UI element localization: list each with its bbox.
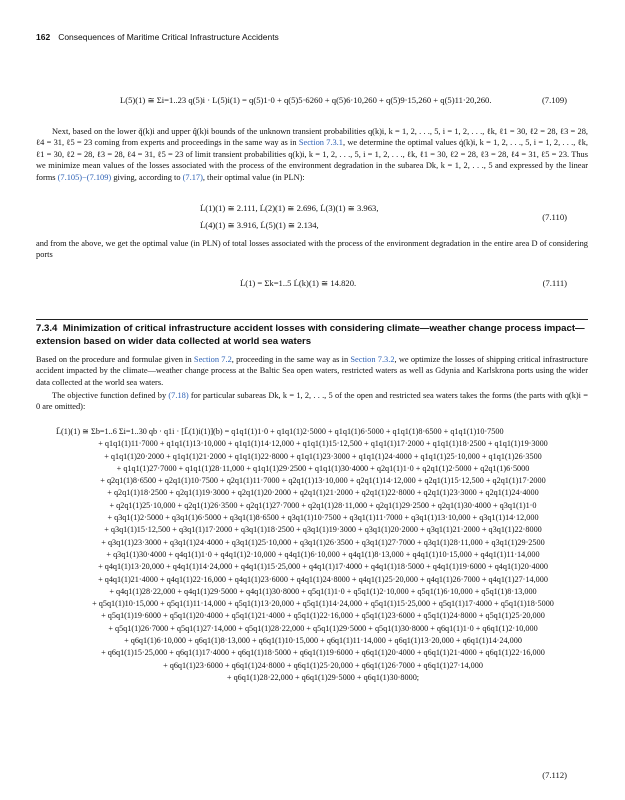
section-title: Minimization of critical infrastructure accident losses with considering climate—weather change process impact—extension based on wider data collected at world sea waters [36, 323, 585, 347]
equation-number-7-110: (7.110) [542, 212, 567, 222]
running-title: Consequences of Maritime Critical Infrastructure Accidents [58, 32, 279, 42]
link-section-7-3-1[interactable]: Section 7.3.1 [298, 138, 343, 148]
equation-7-112-line: + q2q1(1)18·2500 + q2q1(1)19·3000 + q2q1(1)20·2000 + q2q1(1)21·2000 + q2q1(1)22·8000 + q2q1(1)23·3000 + q2q1(1)24·4000 [107, 488, 539, 498]
equation-7-112 [56, 426, 590, 684]
equation-7-110-row1: L̇(1)(1) ≅ 2.111, L̇(2)(1) ≅ 2.696, L̇(3)(1) ≅ 3.963, [200, 203, 379, 213]
equation-7-112-line: + q3q1(1)23·3000 + q3q1(1)24·4000 + q3q1(1)25·10,000 + q3q1(1)26·3500 + q3q1(1)27·7000 + q3q1(1)28·11,000 + q3q1(1)29·2500 [101, 537, 545, 547]
equation-7-112-line: + q6q1(1)6·10,000 + q6q1(1)8·13,000 + q6q1(1)10·15,000 + q6q1(1)11·14,000 + q6q1(1)13·20,000 + q6q1(1)14·24,000 [124, 636, 522, 646]
section-number: 7.3.4 [36, 323, 58, 334]
section-heading [36, 323, 588, 348]
equation-7-109: L(5)(1) ≅ Σi=1..23 q(5)i · L(5)i(1) = q(5)1·0 + q(5)5·6260 + q(5)6·10,260 + q(5)9·15,260 + q(5)11·20,260. [120, 95, 492, 105]
equation-7-112-line: L̄(1)(1) ≅ Σb=1..6 Σi=1..30 qb · q1i · [L̄(1)i(1)](b) = q1q1(1)1·0 + q1q1(1)2·5000 + q1q1(1)6·5000 + q1q1(1)8·6500 + q1q1(1)10·7500 [56, 427, 504, 436]
equation-7-112-line: + q1q1(1)27·7000 + q1q1(1)28·11,000 + q1q1(1)29·2500 + q1q1(1)30·4000 + q2q1(1)1·0 + q2q1(1)2·5000 + q2q1(1)6·5000 [116, 463, 530, 473]
equation-7-112-line: + q3q1(1)15·12,500 + q3q1(1)17·2000 + q3q1(1)18·2500 + q3q1(1)19·3000 + q3q1(1)20·2000 + q3q1(1)21·2000 + q3q1(1)22·8000 [104, 525, 542, 535]
link-eq-7-105-7-109[interactable]: (7.105)−(7.109) [57, 172, 112, 182]
link-eq-7-17[interactable]: (7.17) [182, 172, 203, 182]
link-section-7-3-2[interactable]: Section 7.3.2 [350, 355, 395, 364]
paragraph-total-losses: and from the above, we get the optimal value (in PLN) of total losses associated with the process of the environment degradation in the entire area D of considering ports [36, 239, 588, 260]
equation-7-112-line: + q5q1(1)10·15,000 + q5q1(1)11·14,000 + q5q1(1)13·20,000 + q5q1(1)14·24,000 + q5q1(1)15·25,000 + q5q1(1)17·4000 + q5q1(1)18·5000 [92, 599, 554, 609]
equation-7-112-line: + q4q1(1)28·22,000 + q4q1(1)29·5000 + q4q1(1)30·8000 + q5q1(1)1·0 + q5q1(1)2·10,000 + q5q1(1)6·10,000 + q5q1(1)8·13,000 [109, 586, 537, 596]
equation-7-112-line: + q4q1(1)13·20,000 + q4q1(1)14·24,000 + q4q1(1)15·25,000 + q4q1(1)17·4000 + q4q1(1)18·5000 + q4q1(1)19·6000 + q4q1(1)20·4000 [98, 562, 548, 572]
link-section-7-2[interactable]: Section 7.2 [193, 355, 232, 364]
equation-7-110-row2: L̇(4)(1) ≅ 3.916, L̇(5)(1) ≅ 2.134, [200, 220, 319, 230]
equation-7-112-line: + q4q1(1)21·4000 + q4q1(1)22·16,000 + q4q1(1)23·6000 + q4q1(1)24·8000 + q4q1(1)25·20,000 + q4q1(1)26·7000 + q4q1(1)27·14,000 [98, 574, 548, 584]
equation-number-7-112: (7.112) [542, 770, 567, 780]
paragraph-optimal-values: Next, based on the lower q̌(k)i and upper q̂(k)i bounds of the unknown transient probabilities q(k)i, k = 1, 2, . . ., 5, i = 1, 2, . . ., ℓk, ℓ1 = 30, ℓ2 = 28, ℓ3 = 28, ℓ4 = 31, ℓ5 = 23 coming from experts and proceedings in the same way as in Section 7.3.1, we determine the optimal values q̇(k)i, k = 1, 2, . . ., 5, i = 1, 2, . . ., ℓk, ℓ1 = 30, ℓ2 = 28, ℓ3 = 28, ℓ4 = 31, ℓ5 = 23 of limit transient probabilities q(k)i, k = 1, 2, . . ., 5, i = 1, 2, . . ., ℓk, ℓ1 = 30, ℓ2 = 28, ℓ3 = 28, ℓ4 = 31, ℓ5 = 23. Thus we minimize mean values of the losses associated with the process of the environment degradation in the subarea Dk, k = 1, 2, . . ., 5 and expressed by the linear forms (7.105)−(7.109) giving, according to (7.17), their optimal value (in PLN): [36, 127, 589, 182]
page-number: 162 [36, 32, 51, 42]
equation-7-112-line: + q6q1(1)15·25,000 + q6q1(1)17·4000 + q6q1(1)18·5000 + q6q1(1)19·6000 + q6q1(1)20·4000 + q6q1(1)21·4000 + q6q1(1)22·16,000 [101, 648, 545, 658]
equation-7-112-line: + q5q1(1)26·7000 + q5q1(1)27·14,000 + q5q1(1)28·22,000 + q5q1(1)29·5000 + q5q1(1)30·8000 + q6q1(1)1·0 + q6q1(1)2·10,000 [108, 623, 538, 633]
paragraph-procedure: Based on the procedure and formulae given in Section 7.2, proceeding in the same way as in Section 7.3.2, we optimize the losses of shipping critical infrastructure accident impacted by the climate—weather change process at the Baltic Sea open waters, restricted waters as well as Gdynia and Karlskrona ports using the wider data collected at the world sea waters. [36, 355, 589, 387]
equation-7-112-line: + q3q1(1)2·5000 + q3q1(1)6·5000 + q3q1(1)8·6500 + q3q1(1)10·7500 + q3q1(1)11·7000 + q3q1(1)13·10,000 + q3q1(1)14·12,000 [107, 513, 539, 523]
equation-7-112-line: + q1q1(1)11·7000 + q1q1(1)13·10,000 + q1q1(1)14·12,000 + q1q1(1)15·12,500 + q1q1(1)17·2000 + q1q1(1)18·2500 + q1q1(1)19·3000 [98, 439, 548, 449]
equation-7-112-line: + q6q1(1)23·6000 + q6q1(1)24·8000 + q6q1(1)25·20,000 + q6q1(1)26·7000 + q6q1(1)27·14,000 [163, 660, 483, 670]
equation-7-112-line: + q1q1(1)20·2000 + q1q1(1)21·2000 + q1q1(1)22·8000 + q1q1(1)23·3000 + q1q1(1)24·4000 + q1q1(1)25·10,000 + q1q1(1)26·3500 [104, 451, 542, 461]
equation-7-112-line: + q3q1(1)30·4000 + q4q1(1)1·0 + q4q1(1)2·10,000 + q4q1(1)6·10,000 + q4q1(1)8·13,000 + q4q1(1)10·15,000 + q4q1(1)11·14,000 [106, 549, 540, 559]
equation-number-7-111: (7.111) [542, 278, 567, 288]
equation-number-7-109: (7.109) [541, 95, 567, 105]
equation-7-112-line: + q2q1(1)8·6500 + q2q1(1)10·7500 + q2q1(1)11·7000 + q2q1(1)13·10,000 + q2q1(1)14·12,000 + q2q1(1)15·12,500 + q2q1(1)17·2000 [100, 476, 546, 486]
link-eq-7-18[interactable]: (7.18) [168, 391, 189, 400]
section-divider [36, 319, 588, 320]
equation-7-112-line: + q5q1(1)19·6000 + q5q1(1)20·4000 + q5q1(1)21·4000 + q5q1(1)22·16,000 + q5q1(1)23·6000 + q5q1(1)24·8000 + q5q1(1)25·20,000 [101, 611, 545, 621]
equation-7-111: L̇(1) = Σk=1..5 L̇(k)(1) ≅ 14.820. [240, 278, 357, 288]
page-header [36, 32, 279, 42]
equation-7-112-line: + q2q1(1)25·10,000 + q2q1(1)26·3500 + q2q1(1)27·7000 + q2q1(1)28·11,000 + q2q1(1)29·2500 + q2q1(1)30·4000 + q3q1(1)1·0 [109, 500, 537, 510]
paragraph-objective-function: The objective function defined by (7.18) for particular subareas Dk, k = 1, 2, . . ., 5 of the open and restricted sea waters takes the forms (the parts with q(k)i = 0 are omitted): [36, 391, 588, 412]
equation-7-112-line: + q6q1(1)28·22,000 + q6q1(1)29·5000 + q6q1(1)30·8000; [226, 672, 420, 682]
